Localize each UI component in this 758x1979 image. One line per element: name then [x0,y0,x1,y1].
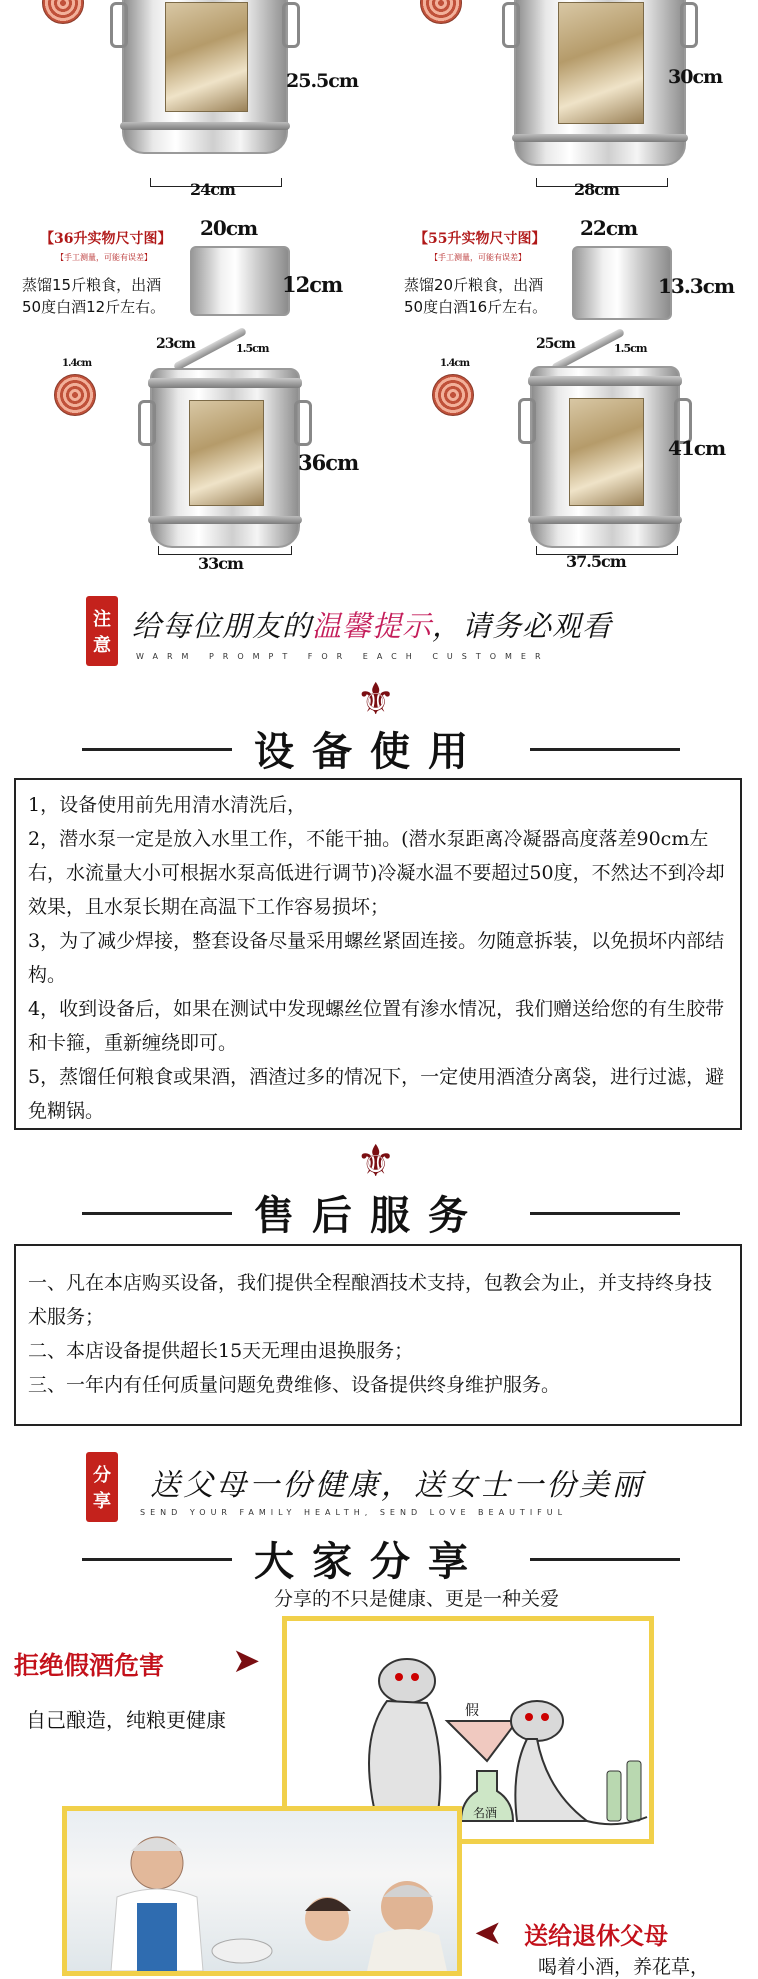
pot-image [150,368,300,548]
pot-image [530,366,680,548]
after-sales-box [14,1244,742,1426]
usage-box [14,778,742,1130]
coil-icon [54,374,96,416]
dimension-label: 25.5cm [286,70,358,92]
dimension-label: 30cm [668,66,723,88]
condenser-image [190,246,290,316]
fleur-de-lis-icon: ⚜ [356,674,396,725]
seal-stamp: 分 享 [86,1452,118,1522]
reminder-text: 给每位朋友的温馨提示，请务必观看 [132,609,613,643]
share-banner-english: SEND YOUR FAMILY HEALTH, SEND LOVE BEAUTIFUL [140,1508,568,1517]
dimension-label: 23cm [156,336,195,352]
section-title: 设备使用 [254,728,486,775]
model-size-tag: 【36升实物尺寸图】 [40,231,172,247]
dimension-label: 33cm [198,554,243,573]
dimension-label: 20cm [200,216,258,240]
share-banner-text: 送父母一份健康，送女士一份美丽 [150,1468,645,1503]
dimension-label: 13.3cm [658,274,735,298]
dimension-label: 41cm [668,436,726,460]
arrow-right-icon: ➤ [232,1641,261,1681]
pot-image [122,0,288,154]
usage-item: 2，潜水泵一定是放入水里工作，不能干抽。(潜水泵距离冷凝器高度落差90cm左右，水流量大小可根据水泵高低进行调节)冷凝水温不要超过50度，不然达不到冷却效果，且水泵长期在高温下工作容易损坏； [28,828,725,918]
cartoon-word: 假 [465,1703,479,1719]
spec-line: 50度白酒16斤左右。 [404,298,548,316]
section-title: 售后服务 [254,1192,486,1239]
dimension-label: 36cm [298,450,359,475]
fleur-de-lis-icon: ⚜ [356,1136,396,1187]
condenser-image [572,246,672,320]
dimension-label: 1.4cm [440,358,470,369]
divider [82,1558,232,1561]
dimension-label: 12cm [282,272,343,297]
dimension-label: 1.4cm [62,358,92,369]
share-caption: 自己酿造，纯粮更健康 [26,1708,226,1732]
divider [82,1212,232,1215]
spec-line: 蒸馏20斤粮食，出酒 [404,276,544,294]
family-photo [62,1806,462,1976]
after-sales-item: 二、本店设备提供超长15天无理由退换服务； [28,1340,414,1362]
coil-icon [42,0,84,24]
seal-stamp: 注 意 [86,596,118,666]
dimension-label: 24cm [190,180,235,199]
measure-note: 【手工测量，可能有误差】 [56,253,152,262]
dimension-label: 1.5cm [236,342,269,355]
after-sales-item: 一、凡在本店购买设备，我们提供全程酿酒技术支持，包教会为止，并支持终身技术服务； [28,1272,713,1328]
cartoon-word: 名酒 [473,1806,498,1820]
warning-headline: 拒绝假酒危害 [14,1651,165,1680]
parents-headline: 送给退休父母 [524,1922,668,1950]
section-title: 大家分享 [254,1538,486,1585]
dimension-label: 22cm [580,216,638,240]
after-sales-item: 三、一年内有任何质量问题免费维修、设备提供终身维护服务。 [28,1374,561,1396]
usage-item: 4，收到设备后，如果在测试中发现螺丝位置有渗水情况，我们赠送给您的有生胶带和卡箍，重新缠绕即可。 [28,998,725,1054]
spec-line: 50度白酒12斤左右。 [22,298,166,316]
divider [82,748,232,751]
family-photo-illustration [67,1811,457,1971]
arrow-left-icon: ➤ [474,1913,503,1953]
dimension-label: 1.5cm [614,342,647,355]
coil-icon [432,374,474,416]
coil-icon [420,0,462,24]
usage-item: 3，为了减少焊接，整套设备尽量采用螺丝紧固连接。勿随意拆装，以免损坏内部结构。 [28,930,725,986]
measure-note: 【手工测量，可能有误差】 [430,253,526,262]
divider [530,1212,680,1215]
share-caption: 喝着小酒，养花草， [538,1956,710,1978]
pot-image [514,0,686,166]
divider [530,748,680,751]
spec-line: 蒸馏15斤粮食，出酒 [22,276,162,294]
usage-item: 1，设备使用前先用清水清洗后， [28,794,307,816]
divider [530,1558,680,1561]
share-subtitle: 分享的不只是健康、更是一种关爱 [274,1588,560,1610]
reminder-english: WARM PROMPT FOR EACH CUSTOMER [136,652,550,661]
model-size-tag: 【55升实物尺寸图】 [414,231,546,247]
dimension-label: 37.5cm [566,552,626,571]
usage-item: 5，蒸馏任何粮食或果酒，酒渣过多的情况下，一定使用酒渣分离袋，进行过滤，避免糊锅。 [28,1066,725,1122]
dimension-label: 25cm [536,336,575,352]
dimension-label: 28cm [574,180,619,199]
